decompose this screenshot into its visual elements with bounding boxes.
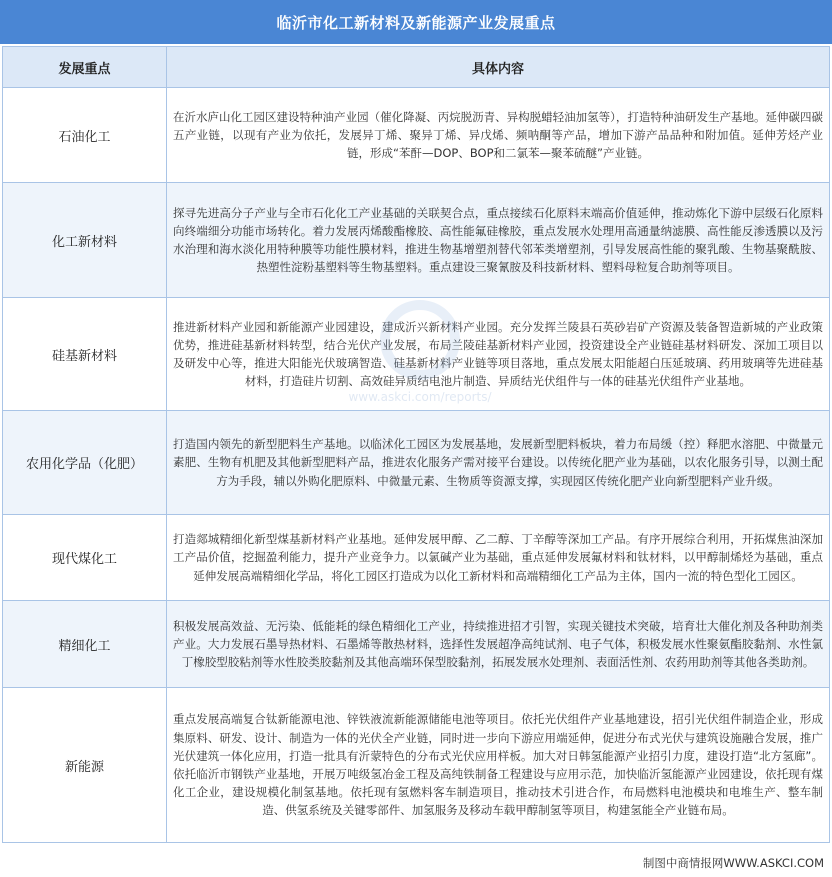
row-content: 打造郯城精细化新型煤基新材料产业基地。延伸发展甲醇、乙二醇、丁辛醇等深加工产品。有序开展综合利用，开拓煤焦油深加工产品价值，挖掘盈利能力，提升产业竞争力。以氯碱产业为基础，重点延伸发展氟材料和钛材料，以甲醇制烯烃为基础，重点延伸发展高端精细化学品，将化工园区打造成为以化工新材料和高端精细化工产品为主体，国内一流的特色型化工园区。 — [167, 515, 830, 601]
source-note: 制图中商情报网WWW.ASKCI.COM — [642, 856, 824, 870]
row-content: 推进新材料产业园和新能源产业园建设，建成沂兴新材料产业园。充分发挥兰陵县石英砂岩矿产资源及装备智造新城的产业政策优势，推进硅基新材料转型，结合光伏产业发展，布局兰陵硅基新材料产业园，投资建设全产业链硅基材料研发、深加工项目以及研发中心等，推进大阳能光伏玻璃智造、硅基新材料产业链等项目落地，重点发展太阳能超白压延玻璃、药用玻璃等先进硅基材料，打造硅片切割、高效硅异质结电池片制造、异质结光伏组件与一体的硅基光伏组件产业基地。 — [167, 298, 830, 411]
table-row — [3, 411, 830, 515]
row-category: 石油化工 — [3, 88, 167, 183]
table-row — [3, 601, 830, 688]
row-content: 重点发展高端复合钛新能源电池、锌铁液流新能源储能电池等项目。依托光伏组件产业基地建设，招引光伏组件制造企业，形成集原料、研发、设计、制造为一体的光伏全产业链，同时进一步向下游应用端延伸，促进分布式光伏与建筑设施融合发展，推广光伏建筑一体化应用，打造一批具有沂蒙特色的分布式光伏应用样板。加大对日韩氢能源产业招引力度，建设打造“北方氢廊”。依托临沂市钢铁产业基地，开展万吨级氢冶金工程及高纯铁制备工程建设与应用示范，加快临沂氢能源产业园建设，依托现有煤化工企业，建设规模化制氢基地。依托现有氢燃料客车制造项目，推动技术引进合作，布局燃料电池模块和电堆生产、整车制造、供氢系统及关键零部件、加氢服务及移动车载甲醇制氢等项目，构建氢能全产业链布局。 — [167, 688, 830, 843]
table-row — [3, 515, 830, 601]
table-row — [3, 298, 830, 411]
table-header-row — [3, 47, 830, 88]
row-category: 新能源 — [3, 688, 167, 843]
table-row — [3, 88, 830, 183]
row-content: 打造国内领先的新型肥料生产基地。以临沭化工园区为发展基地，发展新型肥料板块，着力布局缓（控）释肥水溶肥、中微量元素肥、生物有机肥及其他新型肥料产品，推进农化服务产需对接平台建设。以传统化肥产业为基础，以农化服务引导，以测土配方为手段，辅以外购化肥原料、中微量元素、生物质等资源支撑，实现园区传统化肥产业向新型肥料产业升级。 — [167, 411, 830, 515]
row-content: 积极发展高效益、无污染、低能耗的绿色精细化工产业，持续推进招才引智，实现关键技术突破，培育壮大催化剂及各种助剂类产业。大力发展石墨导热材料、石墨烯等散热材料，选择性发展超净高纯试剂、电子气体，积极发展水性聚氨酯胶黏剂、水性氯丁橡胶型胶粘剂等水性胶类胶黏剂及其他高端环保型胶黏剂，拓展发展水处理剂、表面活性剂、农药用助剂等其他各类助剂。 — [167, 601, 830, 688]
row-category: 农用化学品（化肥） — [3, 411, 167, 515]
row-category: 现代煤化工 — [3, 515, 167, 601]
page-title: 临沂市化工新材料及新能源产业发展重点 — [0, 0, 832, 44]
row-content: 探寻先进高分子产业与全市石化化工产业基础的关联契合点，重点接续石化原料末端高价值延伸，推动炼化下游中层级石化原料向终端细分功能市场转化。着力发展丙烯酸酯橡胶、高性能氟硅橡胶，重点发展水处理用高通量纳滤膜、高性能反渗透膜以及污水治理和海水淡化用特种膜等功能性膜材料，推进生物基增塑剂替代邻苯类增塑剂，引导发展高性能的聚乳酸、生物基聚酰胺、热塑性淀粉基塑料等生物基塑料。重点建设三聚氰胺及科技新材料、塑料母粒复合助剂等项目。 — [167, 183, 830, 298]
development-table — [2, 46, 830, 843]
row-category: 精细化工 — [3, 601, 167, 688]
row-category: 化工新材料 — [3, 183, 167, 298]
table-row — [3, 688, 830, 843]
header-focus: 发展重点 — [3, 47, 167, 88]
row-category: 硅基新材料 — [3, 298, 167, 411]
header-content: 具体内容 — [167, 47, 830, 88]
table-row — [3, 183, 830, 298]
row-content: 在沂水庐山化工园区建设特种油产业园（催化降凝、丙烷脱沥青、异构脱蜡轻油加氢等），打造特种油研发生产基地。延伸碳四碳五产业链，以现有产业为依托，发展异丁烯、聚异丁烯、异戊烯、频呐酮等产品，增加下游产品品种和附加值。延伸芳烃产业链，形成“苯酐—DOP、BOP和二氯苯—聚苯硫醚”产业链。 — [167, 88, 830, 183]
